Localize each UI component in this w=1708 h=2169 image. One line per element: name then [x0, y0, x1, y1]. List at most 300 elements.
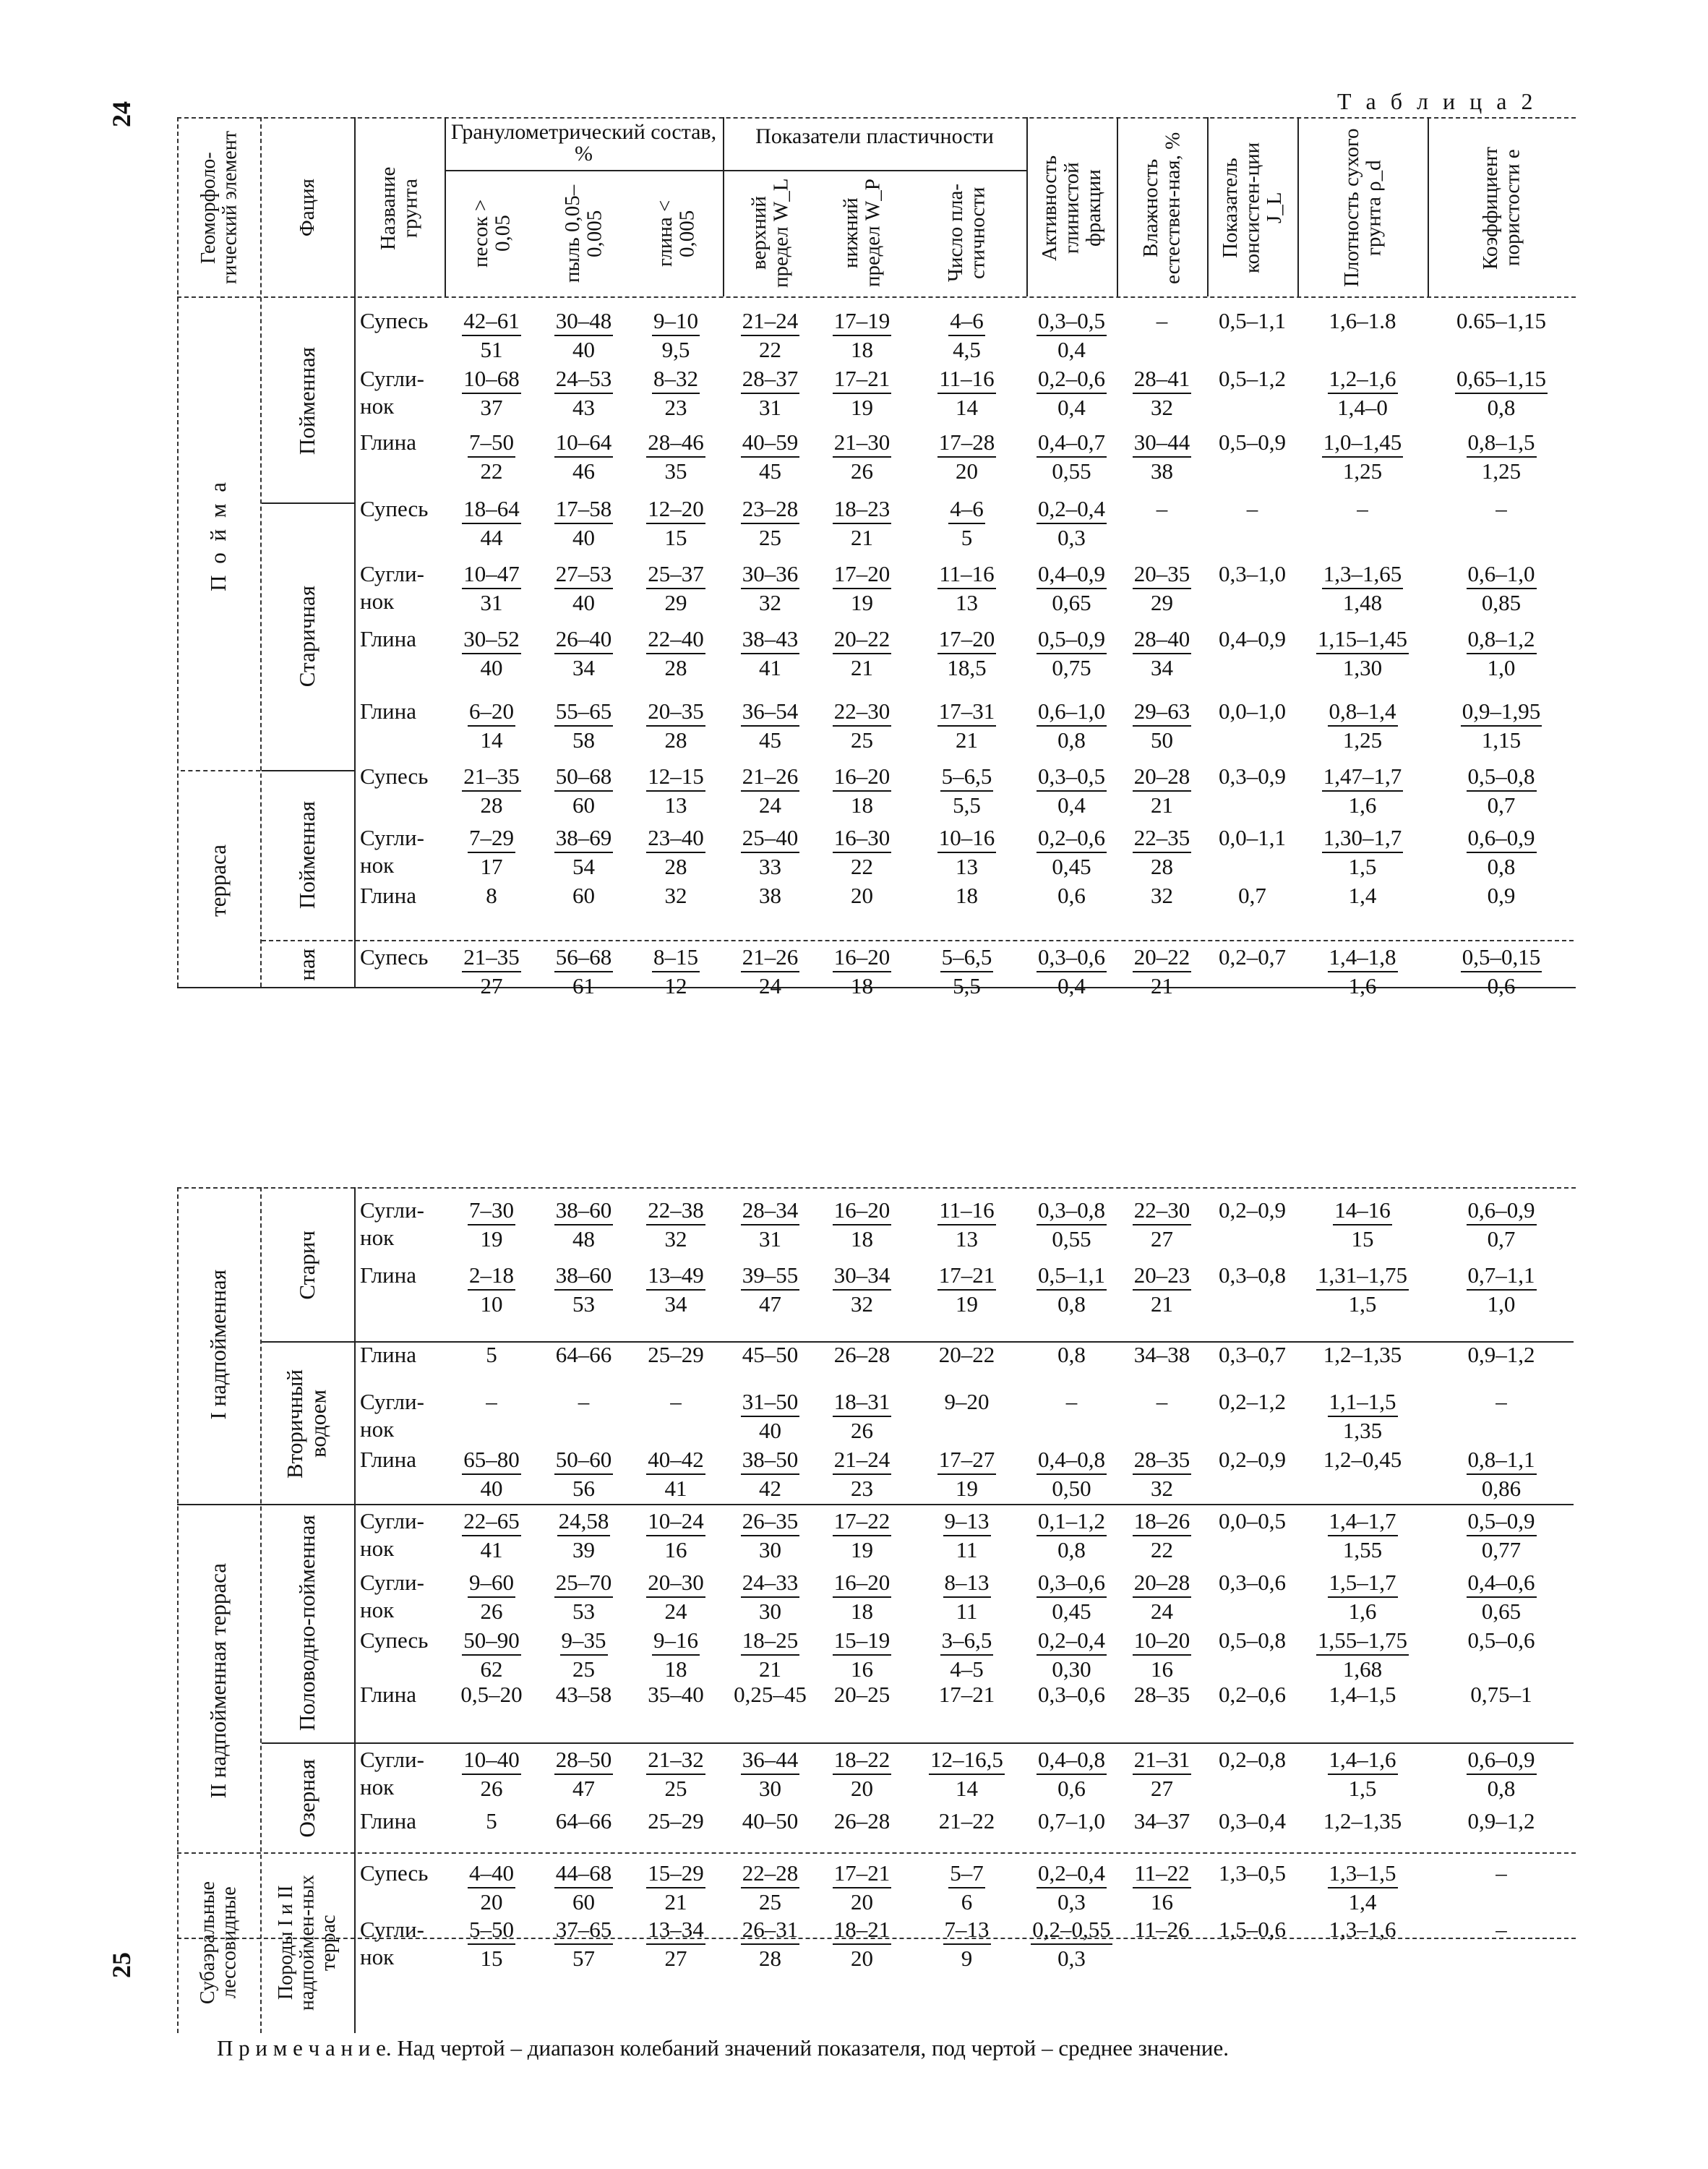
range-value: 17–31 — [937, 698, 997, 727]
range-value: 8 — [486, 883, 497, 908]
group-first-terrace: I надпойменная — [205, 1270, 231, 1420]
range-value: 0,2–0,7 — [1219, 944, 1286, 970]
plasticity-index-cell — [911, 1446, 1023, 1502]
range-value: 10–40 — [462, 1746, 521, 1775]
mean-value: 1,55 — [1342, 1537, 1383, 1562]
mean-value: 28 — [1151, 854, 1173, 879]
range-value: 0,5–1,2 — [1219, 366, 1286, 391]
facies-partial: ная — [293, 948, 319, 981]
mean-value: 50 — [1151, 727, 1173, 753]
clay-cell — [632, 763, 719, 819]
mean-value: 54 — [572, 854, 595, 879]
range-value: 0,5–20 — [460, 1682, 523, 1707]
range-value: 0,1–1,2 — [1037, 1507, 1107, 1536]
plasticity-index-cell — [911, 1916, 1023, 1972]
liquid-limit-cell — [725, 882, 815, 910]
mean-value: 0,4 — [1057, 395, 1086, 420]
density-cell — [1299, 1341, 1426, 1369]
moisture-cell — [1118, 1388, 1206, 1416]
range-value: – — [1357, 496, 1368, 521]
sand-cell — [448, 1569, 535, 1625]
range-value: 30–44 — [1133, 429, 1192, 458]
range-value: 0,5–0,6 — [1467, 1627, 1535, 1653]
mean-value: 21 — [664, 1889, 687, 1915]
moisture-cell — [1118, 1197, 1206, 1253]
mean-value: 0,4 — [1057, 792, 1086, 818]
plastic-limit-cell — [817, 1860, 907, 1916]
mean-value: 25 — [572, 1656, 595, 1682]
header-granulometric: Гранулометрический состав, % — [450, 120, 717, 166]
range-value: 24–33 — [741, 1569, 800, 1598]
mean-value: 0,65 — [1481, 1599, 1522, 1624]
porosity-cell — [1429, 429, 1574, 485]
range-value: 22–28 — [741, 1860, 800, 1888]
silt-cell — [538, 429, 629, 485]
porosity-cell — [1429, 824, 1574, 881]
mean-value: 0,7 — [1487, 1226, 1516, 1252]
header-plasticity-index: Число пла-стичности — [944, 184, 990, 283]
mean-value: 53 — [572, 1599, 595, 1624]
range-value: 40–50 — [742, 1808, 799, 1834]
range-value: 28–46 — [646, 429, 705, 458]
moisture-cell — [1118, 1446, 1206, 1502]
moisture-cell — [1118, 1341, 1206, 1369]
range-value: 28–34 — [741, 1197, 800, 1225]
activity-cell — [1028, 560, 1115, 617]
porosity-cell — [1429, 944, 1574, 1000]
range-value: 20–22 — [833, 625, 892, 654]
mean-value: 0,45 — [1052, 854, 1091, 879]
mean-value: 62 — [480, 1656, 503, 1682]
density-cell — [1299, 1746, 1426, 1802]
mean-value: 53 — [572, 1291, 595, 1317]
plasticity-index-cell — [911, 365, 1023, 422]
mean-value: 26 — [480, 1776, 503, 1801]
range-value: 20–35 — [646, 698, 705, 727]
silt-cell — [538, 495, 629, 552]
range-value: 12–16,5 — [929, 1746, 1005, 1775]
range-value: – — [578, 1389, 590, 1414]
range-value: 26–40 — [554, 625, 614, 654]
range-value: 0,3–0,6 — [1038, 1682, 1105, 1707]
range-value: 14–16 — [1333, 1197, 1392, 1225]
sand-cell — [448, 1746, 535, 1802]
range-value: 0,2–0,9 — [1219, 1197, 1286, 1223]
range-value: 17–21 — [833, 1860, 892, 1888]
header-plasticity: Показатели пластичности — [755, 124, 994, 148]
consistency-cell — [1209, 429, 1296, 456]
mean-value: 34 — [572, 655, 595, 680]
range-value: 0,4–0,7 — [1037, 429, 1107, 458]
mean-value: 5,5 — [953, 792, 981, 818]
sand-cell — [448, 495, 535, 552]
mean-value: 1,0 — [1487, 1291, 1516, 1317]
range-value: 1,5–0,6 — [1219, 1917, 1286, 1942]
range-value: 17–58 — [554, 495, 614, 524]
density-cell — [1299, 824, 1426, 881]
range-value: 9–16 — [652, 1627, 700, 1656]
mean-value: 22 — [759, 337, 781, 362]
mean-value: 57 — [572, 1946, 595, 1971]
moisture-cell — [1118, 1507, 1206, 1564]
activity-cell — [1028, 1569, 1115, 1625]
range-value: 64–66 — [555, 1808, 612, 1834]
range-value: 20–22 — [1133, 944, 1192, 972]
range-value: 55–65 — [554, 698, 614, 727]
mean-value: 18 — [851, 337, 873, 362]
range-value: 0,4–0,9 — [1037, 560, 1107, 589]
range-value: 0,0–1,0 — [1219, 698, 1286, 724]
range-value: 21–31 — [1133, 1746, 1192, 1775]
range-value: 0,7–1,0 — [1038, 1808, 1105, 1834]
porosity-cell — [1429, 1388, 1574, 1416]
clay-cell — [632, 882, 719, 910]
header-sand: песок > 0,05 — [468, 199, 514, 268]
mean-value: 41 — [480, 1537, 503, 1562]
range-value: 0,4–0,8 — [1037, 1746, 1107, 1775]
range-value: 0,0–1,1 — [1219, 825, 1286, 850]
range-value: 65–80 — [462, 1446, 521, 1475]
consistency-cell — [1209, 1262, 1296, 1289]
density-cell — [1299, 625, 1426, 682]
activity-cell — [1028, 1627, 1115, 1683]
mean-value: 34 — [1151, 655, 1173, 680]
moisture-cell — [1118, 429, 1206, 485]
range-value: 1,3–1,5 — [1328, 1860, 1398, 1888]
liquid-limit-cell — [725, 698, 815, 754]
range-value: 36–54 — [741, 698, 800, 727]
range-value: 13–34 — [646, 1916, 705, 1945]
mean-value: 24 — [759, 792, 781, 818]
range-value: 0,5–0,8 — [1219, 1627, 1286, 1653]
range-value: 44–68 — [554, 1860, 614, 1888]
activity-cell — [1028, 1341, 1115, 1369]
range-value: – — [1495, 1389, 1507, 1414]
range-value: 0,3–0,5 — [1037, 763, 1107, 792]
porosity-cell — [1429, 307, 1574, 335]
range-value: 0,65–1,15 — [1455, 365, 1548, 394]
range-value: 11–22 — [1133, 1860, 1190, 1888]
plasticity-index-cell — [911, 1262, 1023, 1318]
range-value: 0,3–0,6 — [1037, 1569, 1107, 1598]
liquid-limit-cell — [725, 495, 815, 552]
range-value: 0,6–1,0 — [1037, 698, 1107, 727]
range-value: 0,2–0,4 — [1037, 1627, 1107, 1656]
liquid-limit-cell — [725, 763, 815, 819]
activity-cell — [1028, 1262, 1115, 1318]
mean-value: 13 — [956, 1226, 978, 1252]
moisture-cell — [1118, 625, 1206, 682]
range-value: 0,3–0,9 — [1219, 763, 1286, 789]
plastic-limit-cell — [817, 1507, 907, 1564]
silt-cell — [538, 1262, 629, 1318]
range-value: 0,6–0,9 — [1467, 1746, 1537, 1775]
mean-value: 41 — [759, 655, 781, 680]
sand-cell — [448, 1262, 535, 1318]
mean-value: 28 — [664, 854, 687, 879]
clay-cell — [632, 1388, 719, 1416]
range-value: – — [670, 1389, 682, 1414]
range-value: 37–65 — [554, 1916, 614, 1945]
moisture-cell — [1118, 763, 1206, 819]
porosity-cell — [1429, 763, 1574, 819]
clay-cell — [632, 495, 719, 552]
mean-value: 24 — [664, 1599, 687, 1624]
mean-value: 26 — [480, 1599, 503, 1624]
soil-name-cell: Сугли- нок — [360, 1747, 424, 1800]
mean-value: 17 — [480, 854, 503, 879]
range-value: 18–21 — [833, 1916, 892, 1945]
range-value: 25–29 — [648, 1342, 704, 1367]
range-value: 29–63 — [1133, 698, 1192, 727]
header-density: Плотность сухого грунта ρ_d — [1339, 128, 1385, 288]
range-value: 21–24 — [741, 307, 800, 336]
silt-cell — [538, 1446, 629, 1502]
range-value: 1,4 — [1348, 883, 1377, 908]
plastic-limit-cell — [817, 763, 907, 819]
range-value: 22–65 — [462, 1507, 521, 1536]
range-value: 38–43 — [741, 625, 800, 654]
sand-cell — [448, 824, 535, 881]
range-value: 5–7 — [948, 1860, 985, 1888]
sand-cell — [448, 1446, 535, 1502]
range-value: 38–50 — [741, 1446, 800, 1475]
mean-value: 1,5 — [1348, 1291, 1377, 1317]
range-value: 20–28 — [1133, 763, 1192, 792]
liquid-limit-cell — [725, 429, 815, 485]
range-value: – — [1156, 308, 1168, 333]
consistency-cell — [1209, 698, 1296, 725]
mean-value: 31 — [759, 395, 781, 420]
range-value: 1,2–1,6 — [1328, 365, 1398, 394]
range-value: 0,3–0,5 — [1037, 307, 1107, 336]
range-value: 28–41 — [1133, 365, 1192, 394]
mean-value: 19 — [851, 590, 873, 615]
table-note: П р и м е ч а н и е. Над чертой – диапазон колебаний значений показателя, под чертой – среднее значение. — [217, 2035, 1229, 2061]
range-value: 22–30 — [833, 698, 892, 727]
consistency-cell — [1209, 1446, 1296, 1473]
range-value: 38–60 — [554, 1197, 614, 1225]
range-value: 0,2–0,6 — [1219, 1682, 1286, 1707]
clay-cell — [632, 824, 719, 881]
mean-value: 1,6 — [1348, 1599, 1377, 1624]
range-value: 1,1–1,5 — [1328, 1388, 1398, 1417]
mean-value: 0,8 — [1057, 727, 1086, 753]
range-value: 20–23 — [1133, 1262, 1192, 1291]
range-value: 18–31 — [833, 1388, 892, 1417]
soil-name-cell: Сугли- нок — [360, 1570, 424, 1622]
moisture-cell — [1118, 698, 1206, 754]
moisture-cell — [1118, 1746, 1206, 1802]
liquid-limit-cell — [725, 1341, 815, 1369]
mean-value: 37 — [480, 395, 503, 420]
range-value: 18–64 — [462, 495, 521, 524]
range-value: 0,7–1,1 — [1467, 1262, 1537, 1291]
soil-name-cell: Сугли- нок — [360, 1917, 424, 1969]
mean-value: 20 — [480, 1889, 503, 1915]
range-value: – — [486, 1389, 497, 1414]
activity-cell — [1028, 429, 1115, 485]
liquid-limit-cell — [725, 1916, 815, 1972]
range-value: 7–50 — [468, 429, 515, 458]
consistency-cell — [1209, 944, 1296, 971]
mean-value: 19 — [956, 1291, 978, 1317]
porosity-cell — [1429, 1746, 1574, 1802]
range-value: 4–6 — [948, 307, 985, 336]
range-value: 18–26 — [1133, 1507, 1192, 1536]
mean-value: 11 — [956, 1537, 978, 1562]
range-value: 17–20 — [937, 625, 997, 654]
range-value: 35–40 — [648, 1682, 704, 1707]
group-second-terrace: II надпойменная терраса — [205, 1563, 231, 1799]
range-value: 56–68 — [554, 944, 614, 972]
header-facies: Фация — [295, 179, 319, 237]
plasticity-index-cell — [911, 1860, 1023, 1916]
mean-value: 32 — [664, 1226, 687, 1252]
liquid-limit-cell — [725, 1388, 815, 1445]
porosity-cell — [1429, 1916, 1574, 1943]
mean-value: 0,3 — [1057, 1889, 1086, 1915]
plasticity-index-cell — [911, 560, 1023, 617]
mean-value: 12 — [664, 973, 687, 998]
mean-value: 20 — [956, 458, 978, 484]
mean-value: 0,55 — [1052, 1226, 1091, 1252]
range-value: 27–53 — [554, 560, 614, 589]
sand-cell — [448, 763, 535, 819]
mean-value: 1,25 — [1342, 727, 1383, 753]
porosity-cell — [1429, 1262, 1574, 1318]
sand-cell — [448, 1860, 535, 1916]
range-value: 20–28 — [1133, 1569, 1192, 1598]
soil-name-cell: Глина — [360, 1808, 416, 1834]
range-value: 0,4–0,6 — [1467, 1569, 1537, 1598]
clay-cell — [632, 1860, 719, 1916]
plasticity-index-cell — [911, 307, 1023, 364]
porosity-cell — [1429, 882, 1574, 910]
mean-value: 1,68 — [1342, 1656, 1383, 1682]
density-cell — [1299, 429, 1426, 485]
mean-value: 9 — [961, 1946, 973, 1971]
clay-cell — [632, 698, 719, 754]
clay-cell — [632, 429, 719, 485]
soil-name-cell: Сугли- нок — [360, 561, 424, 614]
silt-cell — [538, 1507, 629, 1564]
mean-value: 1,5 — [1348, 1776, 1377, 1801]
mean-value: 5,5 — [953, 973, 981, 998]
liquid-limit-cell — [725, 1197, 815, 1253]
activity-cell — [1028, 1388, 1115, 1416]
mean-value: 25 — [759, 525, 781, 550]
mean-value: 0,85 — [1481, 590, 1522, 615]
silt-cell — [538, 1916, 629, 1972]
mean-value: 21 — [1151, 792, 1173, 818]
moisture-cell — [1118, 1627, 1206, 1683]
mean-value: 28 — [664, 727, 687, 753]
range-value: 38–69 — [554, 824, 614, 853]
range-value: 0,4–0,9 — [1219, 626, 1286, 651]
range-value: 36–44 — [741, 1746, 800, 1775]
range-value: 23–40 — [646, 824, 705, 853]
mean-value: 13 — [956, 854, 978, 879]
activity-cell — [1028, 1446, 1115, 1502]
range-value: 34–38 — [1133, 1342, 1190, 1367]
range-value: 21–26 — [741, 944, 800, 972]
density-cell — [1299, 1446, 1426, 1473]
plasticity-index-cell — [911, 1627, 1023, 1683]
range-value: 0,2–1,2 — [1219, 1389, 1286, 1414]
silt-cell — [538, 625, 629, 682]
plasticity-index-cell — [911, 1808, 1023, 1835]
plastic-limit-cell — [817, 1569, 907, 1625]
range-value: – — [1156, 496, 1168, 521]
consistency-cell — [1209, 882, 1296, 910]
mean-value: 32 — [1151, 395, 1173, 420]
mean-value: 6 — [961, 1889, 973, 1915]
porosity-cell — [1429, 1808, 1574, 1835]
mean-value: 32 — [1151, 1476, 1173, 1501]
mean-value: 9,5 — [661, 337, 690, 362]
clay-cell — [632, 307, 719, 364]
clay-cell — [632, 1446, 719, 1502]
facies-oxbow: Старичная — [293, 585, 319, 688]
range-value: 30–52 — [462, 625, 521, 654]
moisture-cell — [1118, 944, 1206, 1000]
liquid-limit-cell — [725, 1746, 815, 1802]
mean-value: 32 — [851, 1291, 873, 1317]
mean-value: 15 — [664, 525, 687, 550]
range-value: 4–6 — [948, 495, 985, 524]
silt-cell — [538, 1388, 629, 1416]
plastic-limit-cell — [817, 698, 907, 754]
facies-lacustrine: Озерная — [293, 1759, 319, 1838]
range-value: 0,7 — [1238, 883, 1266, 908]
mean-value: 22 — [851, 854, 873, 879]
sand-cell — [448, 625, 535, 682]
mean-value: 19 — [956, 1476, 978, 1501]
mean-value: 18 — [851, 1226, 873, 1252]
silt-cell — [538, 882, 629, 910]
range-value: 0,8–1,1 — [1467, 1446, 1537, 1475]
range-value: 0,5–1,1 — [1037, 1262, 1107, 1291]
plastic-limit-cell — [817, 1808, 907, 1835]
range-value: 25–70 — [554, 1569, 614, 1598]
mean-value: 40 — [572, 525, 595, 550]
mean-value: 18 — [851, 792, 873, 818]
range-value: 24–53 — [554, 365, 614, 394]
range-value: 10–16 — [937, 824, 997, 853]
range-value: 1,47–1,7 — [1322, 763, 1404, 792]
range-value: – — [1495, 1860, 1507, 1886]
density-cell — [1299, 1388, 1426, 1445]
facies-floodplain-2: Пойменная — [293, 800, 319, 910]
clay-cell — [632, 365, 719, 422]
header-porosity: Коэффициент пористости e — [1478, 146, 1524, 270]
mean-value: 0,3 — [1057, 525, 1086, 550]
range-value: 1,5–1,7 — [1328, 1569, 1398, 1598]
range-value: 0,2–0,4 — [1037, 1860, 1107, 1888]
range-value: 0,5–0,9 — [1467, 1507, 1537, 1536]
range-value: 1,30–1,7 — [1322, 824, 1404, 853]
range-value: 21–30 — [833, 429, 892, 458]
range-value: 22–30 — [1133, 1197, 1192, 1225]
mean-value: 45 — [759, 727, 781, 753]
range-value: 1,2–0,45 — [1323, 1447, 1402, 1472]
activity-cell — [1028, 824, 1115, 881]
range-value: 0,3–0,4 — [1219, 1808, 1286, 1834]
range-value: 1,4–1,8 — [1328, 944, 1398, 972]
range-value: 8–15 — [652, 944, 700, 972]
silt-cell — [538, 560, 629, 617]
